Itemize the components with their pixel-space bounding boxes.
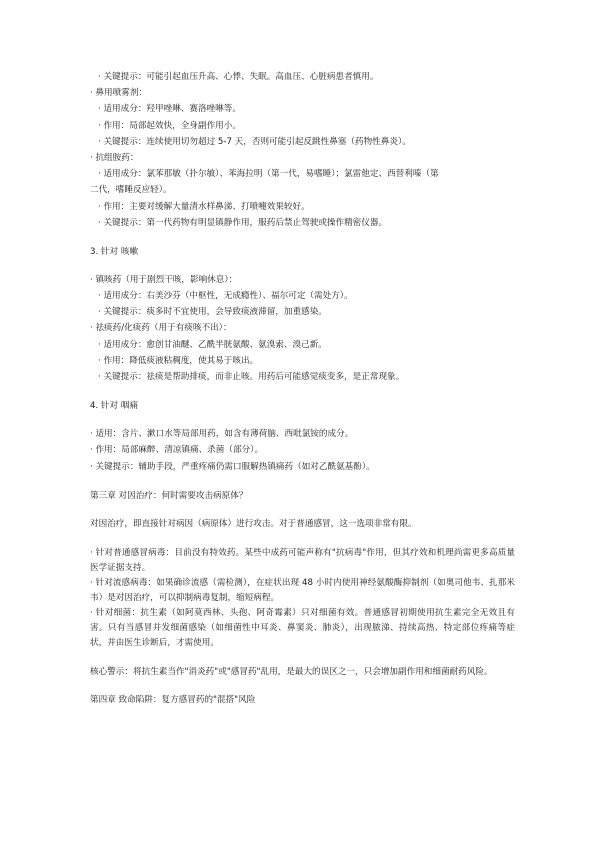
section-heading: 4. 针对 咽痛 <box>90 401 139 412</box>
document-body <box>90 70 515 721</box>
section-heading: 3. 针对 咳嗽 <box>90 246 139 257</box>
list-item: · 针对细菌：抗生素（如阿莫西林、头孢、阿奇霉素）只对细菌有效。普通感冒初期使用抗生素完全无效且有害。只有当感冒并发细菌感染（如细菌性中耳炎、鼻窦炎、肺炎），出现脓涕、持续高热、特定部位疼痛等症状，并由医生诊断后，才需使用。 <box>90 607 515 648</box>
list-item: · 鼻用喷雾剂： <box>90 88 148 99</box>
chapter-heading: 第三章 对因治疗：何时需要攻击病原体？ <box>90 490 248 501</box>
list-item: · 祛痰药/化痰药（用于有痰咳不出）： <box>90 323 232 334</box>
list-item: · 适用成分：愈创甘油醚、乙酰半胱氨酸、氨溴索、溴己新。 <box>98 339 327 350</box>
list-item: · 针对普通感冒病毒：目前没有特效药。某些中成药可能声称有"抗病毒"作用，但其疗效和机理尚需更多高质量医学证据支持。 <box>90 547 515 573</box>
list-item: · 关键提示：祛痰是帮助排痰，而非止咳。用药后可能感觉痰变多，是正常现象。 <box>98 372 405 382</box>
list-item: · 关键提示：可能引起血压升高、心悸、失眠。高血压、心脏病患者慎用。 <box>98 72 379 82</box>
list-item: · 镇咳药（用于剧烈干咳，影响休息）： <box>90 274 238 285</box>
list-item: · 针对流感病毒：如果确诊流感（需检测），在症状出现 48 小时内使用神经氨酸酶抑制剂（如奥司他韦、扎那米韦）是对因治疗，可以抑制病毒复制，缩短病程。 <box>90 577 515 603</box>
chapter-heading: 第四章 致命陷阱：复方感冒药的"混搭"风险 <box>90 694 256 705</box>
list-item-continuation: 二代，嗜睡反应轻）。 <box>90 185 172 196</box>
list-item: · 作用：主要对缓解大量清水样鼻涕、打喷嚏效果较好。 <box>98 201 310 212</box>
paragraph: 对因治疗，即直接针对病因（病原体）进行攻击。对于普通感冒，这一选项非常有限。 <box>90 518 417 529</box>
list-item: · 关键提示：连续使用切勿超过 5-7 天，否则可能引起反跳性鼻塞（药物性鼻炎）。 <box>98 136 411 147</box>
list-item: · 关键提示：辅助手段，严重疼痛仍需口服解热镇痛药（如对乙酰氨基酚）。 <box>90 461 375 472</box>
list-item: · 关键提示：痰多时不宜使用，会导致痰液滞留，加重感染。 <box>98 307 327 318</box>
list-item: · 适用：含片、漱口水等局部用药，如含有薄荷脑、西吡氯铵的成分。 <box>90 429 354 440</box>
list-item: · 关键提示：第一代药物有明显镇静作用，服药后禁止驾驶或操作精密仪器。 <box>98 217 388 228</box>
list-item: · 作用：局部起效快，全身副作用小。 <box>98 120 241 131</box>
list-item: · 作用：降低痰液粘稠度，使其易于咳出。 <box>98 355 259 366</box>
warning-paragraph: 核心警示：将抗生素当作"消炎药"或"感冒药"乱用，是最大的误区之一，只会增加副作用和细菌耐药风险。 <box>90 666 493 677</box>
list-item: · 适用成分：右美沙芬（中枢性，无成瘾性）、福尔可定（需处方）。 <box>98 291 353 302</box>
list-item: · 适用成分：羟甲唑啉、赛洛唑啉等。 <box>98 104 241 115</box>
list-item: · 抗组胺药： <box>90 152 139 163</box>
list-item: · 适用成分：氯苯那敏（扑尔敏）、苯海拉明（第一代，易嗜睡）；氯雷他定、西替利嗪（第 <box>98 169 439 180</box>
list-item: · 作用：局部麻醉、清凉镇痛、杀菌（部分）。 <box>90 445 264 456</box>
